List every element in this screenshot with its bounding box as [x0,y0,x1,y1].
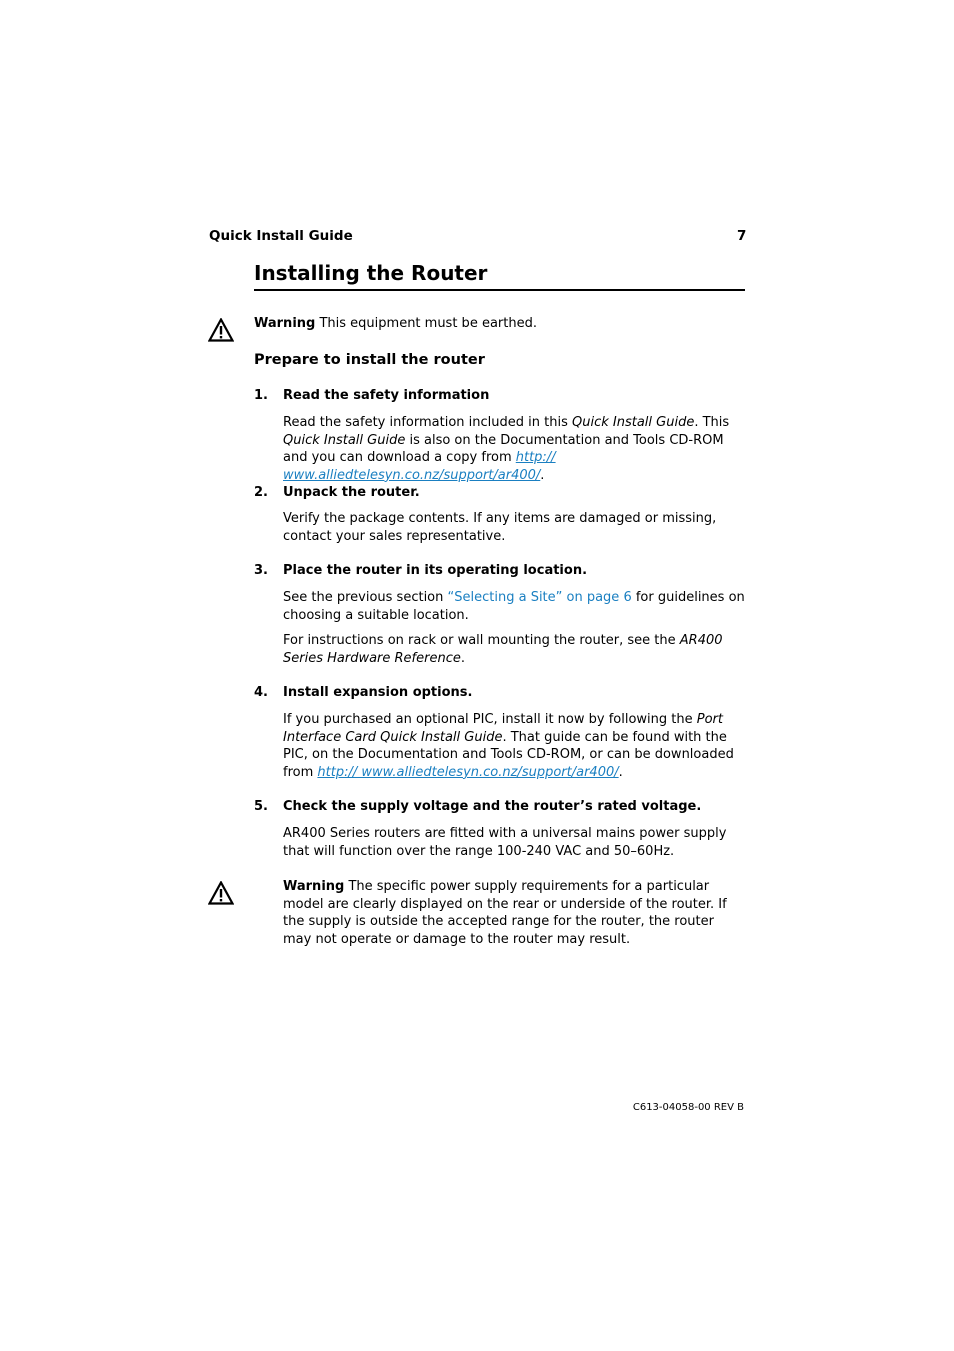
step-title: Read the safety information [283,388,490,403]
step-paragraph [283,589,745,624]
running-header-title: Quick Install Guide [209,228,353,244]
warning-text: This equipment must be earthed. [315,316,537,331]
warning-triangle-icon [208,318,234,346]
step-paragraph: AR400 Series routers are fitted with a universal mains power supply that will function over the range 100-240 VAC and 50–60Hz. [283,826,727,859]
text-run: For instructions on rack or wall mounting the router, see the [283,633,680,648]
warning-power-supply [283,878,745,948]
text-run: If you purchased an optional PIC, install it now by following the [283,712,697,727]
step-paragraph [283,711,745,781]
text-run: for guidelines on choosing a suitable location. [283,590,745,623]
step-number: 4. [254,685,268,700]
document-code: C613-04058-00 REV B [632,1102,744,1113]
text-run-italic: Quick Install Guide [283,432,406,448]
text-run: . That guide can be found with the PIC, on the Documentation and Tools CD-ROM, or can be downloaded from [283,729,734,780]
step-title: Unpack the router. [283,485,420,500]
step-number: 2. [254,485,268,500]
text-run: is also on the Documentation and Tools CD-ROM and you can download a copy from [283,432,724,466]
step-paragraph [283,414,745,484]
text-run: . [540,467,545,483]
page-number: 7 [737,228,747,244]
warning-label: Warning [283,879,345,894]
subheading: Prepare to install the router [254,352,485,368]
step-title: Install expansion options. [283,685,473,700]
warning-triangle-icon [208,881,234,909]
step-paragraph: Verify the package contents. If any items are damaged or missing, contact your sales representative. [283,511,717,544]
warning-text: The specific power supply requirements for a particular model are clearly displayed on the rear or underside of the router. If the supply is outside the accepted range for the router, the router may not operate or damage to the router may result. [283,879,727,947]
step-number: 1. [254,388,268,403]
cross-reference-link[interactable]: “Selecting a Site” on page 6 [447,590,632,605]
section-title: Installing the Router [254,259,745,291]
step-title: Place the router in its operating location. [283,563,588,578]
step-paragraph [283,632,745,667]
step-number: 3. [254,563,268,578]
support-link[interactable]: http:// www.alliedtelesyn.co.nz/support/ar400/ [317,764,619,780]
text-run: . [618,764,623,780]
step-number: 5. [254,799,268,814]
text-run: . This [694,415,730,430]
warning-earthed [254,315,745,333]
support-link[interactable]: http:// www.alliedtelesyn.co.nz/support/ar400/ [283,450,556,483]
warning-label: Warning [254,316,316,331]
step-title: Check the supply voltage and the router’s rated voltage. [283,799,702,814]
text-run-italic: AR400 Series Hardware Reference [283,633,723,666]
text-run-italic: Quick Install Guide [571,415,695,430]
text-run: See the previous section [283,590,448,605]
text-run: . [460,650,465,666]
text-run: Read the safety information included in this [283,415,572,430]
text-run-italic: Port Interface Card Quick Install Guide [283,712,724,745]
